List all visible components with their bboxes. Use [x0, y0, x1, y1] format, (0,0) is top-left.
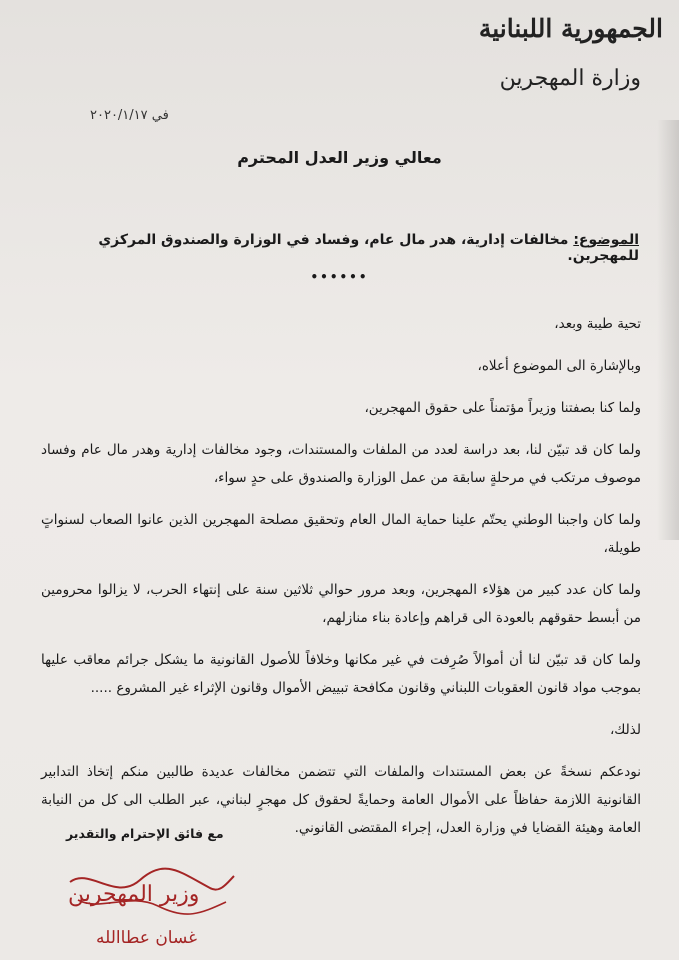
paragraph-capacity: ولما كنا بصفتنا وزيراً مؤتمناً على حقوق المهجرين، — [364, 400, 641, 416]
letter-date: في ٢٠٢٠/١/١٧ — [90, 108, 169, 123]
paragraph-displaced: ولما كان عدد كبير من هؤلاء المهجرين، وبعد مرور حوالي ثلاثين سنة على إنتهاء الحرب، لا يزالوا محرومين من أبسط حقوقهم بالعودة الى قراهم وإعادة بناء منازلهم، — [41, 582, 641, 626]
letterhead-republic: الجمهورية اللبنانية — [478, 14, 663, 43]
paragraph-crimes: ولما كان قد تبيّن لنا أن أموالاً صُرِفت في غير مكانها وخلافاً للأصول القانونية ما يشكل جرائم معاقب عليها بموجب مواد قانون العقوبات اللبناني وقانون مكافحة تبييض الأموال وقانون الإثراء غير المشروع ..... — [41, 652, 641, 696]
page-shadow — [657, 120, 679, 540]
closing-line: مع فائق الإحترام والتقدير — [66, 826, 224, 841]
paragraph-request: نودعكم نسخةً عن بعض المستندات والملفات التي تتضمن مخالفات عديدة طالبين منكم إتخاذ التدابير القانونية اللازمة حفاظاً على الأموال العامة وحمايةً لحقوق كل مهجرٍ لبناني، عبر الطلب الى كل من النيابة العامة وهيئة القضايا في وزارة العدل، إجراء المقتضى القانوني. — [41, 764, 641, 836]
paragraph-reference: وبالإشارة الى الموضوع أعلاه، — [477, 358, 641, 374]
paragraph-therefore: لذلك، — [609, 722, 641, 738]
separator-dots: •••••• — [310, 270, 369, 284]
subject-label: الموضوع: — [573, 232, 639, 248]
signature-name: غسان عطاالله — [96, 928, 198, 948]
addressee-line: معالي وزير العدل المحترم — [237, 148, 442, 167]
letterhead-ministry: وزارة المهجرين — [499, 66, 641, 91]
paragraph-greeting: تحية طيبة وبعد، — [554, 316, 641, 332]
subject-line — [39, 232, 639, 264]
signature-title: وزير المهجرين — [68, 882, 200, 907]
letter-body — [41, 310, 641, 856]
subject-text: مخالفات إدارية، هدر مال عام، وفساد في الوزارة والصندوق المركزي للمهجرين. — [98, 232, 639, 264]
paragraph-duty: ولما كان واجبنا الوطني يحتّم علينا حماية المال العام وتحقيق مصلحة المهجرين الذين عانوا الصعاب لسنواتٍ طويلة، — [41, 512, 641, 556]
paragraph-findings: ولما كان قد تبيّن لنا، بعد دراسة لعدد من الملفات والمستندات، وجود مخالفات إدارية وهدر مال عام وفساد موصوف مرتكب في مرحلةٍ سابقة من عمل الوزارة والصندوق على حدٍ سواء، — [41, 442, 641, 486]
